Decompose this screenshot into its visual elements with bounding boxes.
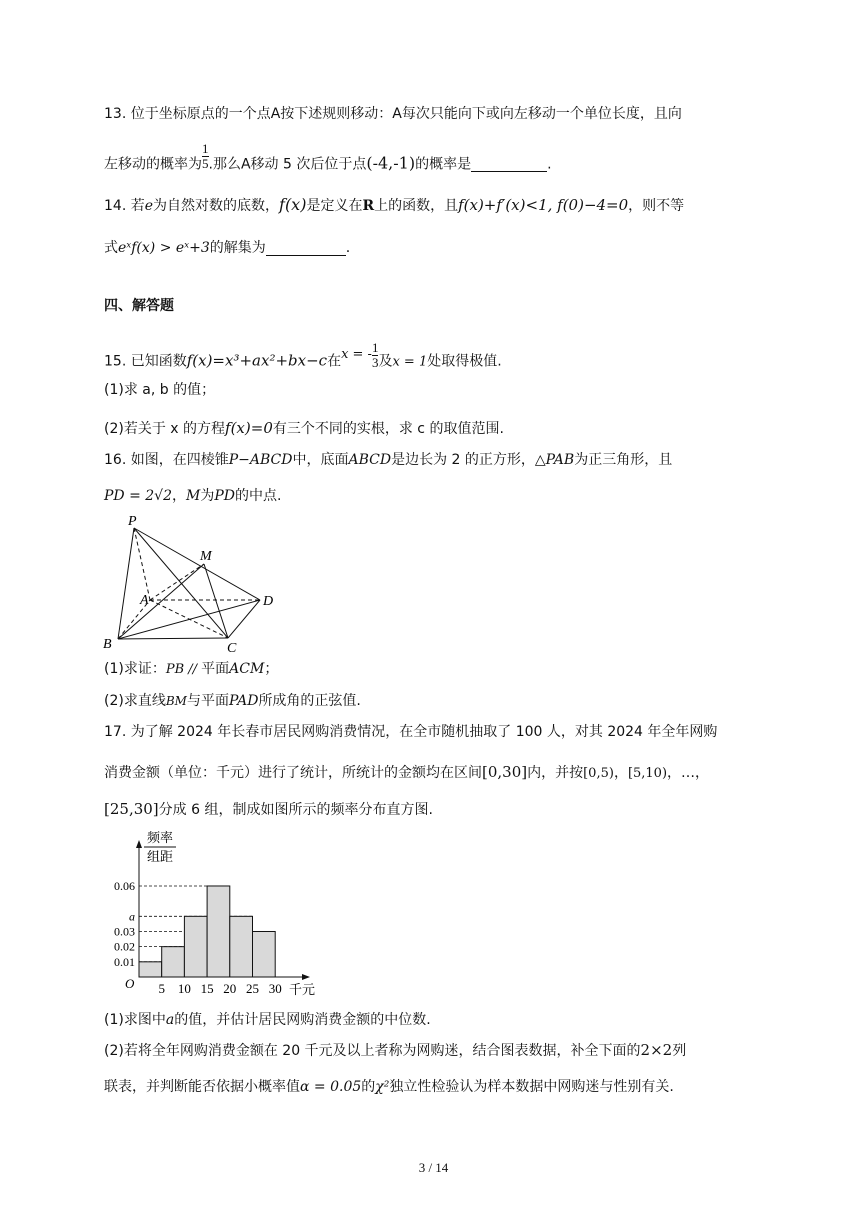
q17-interval-2: [0,5) (583, 766, 614, 781)
q16-pd: PD = 2√2 (104, 488, 173, 504)
label-B: B (103, 637, 112, 652)
x-tick-label-1: 5 (158, 981, 165, 996)
y-tick-label-4: 0.02 (114, 939, 135, 954)
q17-interval-4: [25,30] (104, 800, 159, 818)
q17-interval-3: [5,10) (627, 766, 668, 781)
q15-text-c: 及 (378, 353, 393, 370)
q17-ellipsis: ，…， (667, 765, 710, 781)
q15-part2 (104, 418, 504, 439)
x-tick-label-3: 15 (200, 981, 214, 996)
q16-pd2: PD (214, 488, 236, 504)
q15-line1 (104, 340, 502, 376)
x-tick-label-4: 20 (223, 981, 237, 996)
q16-pyramid: P−ABCD (228, 452, 293, 468)
q17-chi: χ² (375, 1079, 390, 1095)
y-tick-label-5: 0.01 (114, 954, 135, 969)
q14-text-a: 14. 若 (104, 198, 145, 214)
q13-period: . (547, 156, 552, 173)
q15-equation: f(x)=0 (225, 419, 273, 437)
q17-text-c: 分成 6 组，制成如图所示的频率分布直方图. (158, 802, 433, 818)
q17-text-b: 内，并按 (527, 765, 584, 781)
q16-p1-text-d: ； (264, 661, 279, 677)
q13-text-b: .那么A移动 5 次后位于点 (208, 156, 367, 173)
q17-p2-text-b: 列 (672, 1043, 687, 1059)
q14-text-c: 是定义在 (306, 198, 363, 214)
q17-line1: 17. 为了解 2024 年长春市居民网购消费情况，在全市随机抽取了 100 人，对其 2024 年全年网购 (104, 724, 718, 740)
q14-text-b: 为自然对数的底数， (153, 198, 280, 214)
q15-function: f(x)=x³+ax²+bx−c (186, 351, 328, 370)
q14-condition: f(x)+f′(x)<1, f(0)−4=0 (458, 196, 629, 214)
histogram-chart (100, 830, 330, 1000)
q16-acm: ACM (229, 661, 265, 677)
q15-fraction: $\frac{1}{3}$ (371, 340, 379, 370)
q16-bm: BM (165, 694, 187, 708)
q16-text-f: 为 (200, 488, 215, 504)
q15-p2-text-b: 有三个不同的实根，求 c 的取值范围. (272, 421, 504, 437)
q15-text-a: 15. 已知函数 (104, 353, 187, 370)
label-D: D (263, 594, 274, 609)
q17-a: a (165, 1012, 175, 1028)
q17-line2 (104, 762, 709, 784)
q15-text-d: 处取得极值. (427, 353, 502, 370)
x-tick-label-2: 10 (177, 981, 191, 996)
x-tick-label-6: 30 (268, 981, 282, 996)
q17-table-size: 2×2 (640, 1041, 673, 1059)
histogram-bar-1 (139, 962, 162, 977)
histogram-bar-2 (162, 947, 185, 977)
q16-part2 (104, 691, 361, 711)
q16-p2-text-a: (2)求直线 (104, 693, 166, 709)
q16-p2-text-c: 所成角的正弦值. (258, 693, 361, 709)
q16-part1 (104, 659, 278, 680)
q13-text-c: 的概率是 (415, 156, 472, 173)
y-axis-arrow (136, 840, 142, 848)
q17-line3 (104, 799, 433, 820)
page-number: 3 / 14 (418, 1160, 449, 1175)
q16-pad: PAD (228, 693, 259, 709)
q14-line2 (104, 238, 350, 258)
q17-part2-cont (104, 1077, 674, 1097)
q14-e: e (144, 198, 154, 214)
q14-text-f: 式 (104, 240, 118, 256)
q13-fraction: $\frac{1}{5}$ (202, 141, 209, 171)
histogram-bar-5 (230, 916, 253, 977)
q14-answer-blank[interactable] (266, 241, 346, 256)
q16-p1-text-a: (1)求证： (104, 661, 166, 677)
q13-text: 左移动的概率为 (104, 156, 202, 173)
q17-interval-1: [0,30] (482, 763, 528, 781)
q16-text-c: 是边长为 2 的正方形， (391, 452, 535, 468)
q16-line2 (104, 486, 281, 506)
histogram-bar-3 (184, 916, 207, 977)
origin-label: O (125, 976, 135, 991)
q16-triangle: △PAB (534, 452, 575, 468)
q17-p3-text-b: 的 (361, 1079, 376, 1095)
q17-text-a: 消费金额（单位：千元）进行了统计，所统计的金额均在区间 (104, 765, 482, 781)
q17-p2-text-a: (2)若将全年网购消费金额在 20 千元及以上者称为网购迷，结合图表数据，补全下面的 (104, 1043, 641, 1059)
y-tick-label-2: a (129, 909, 135, 924)
q17-p3-text-c: 独立性检验认为样本数据中网购迷与性别有关. (389, 1079, 674, 1095)
q17-part1 (104, 1010, 431, 1030)
q14-text-d: 上的函数，且 (374, 198, 459, 214)
q14-line1 (104, 195, 684, 216)
y-tick-label-3: 0.03 (114, 924, 135, 939)
label-C: C (227, 641, 237, 656)
q17-p1-text-a: (1)求图中 (104, 1012, 166, 1028)
q16-text-d: 为正三角形，且 (574, 452, 673, 468)
ylabel-denominator: 组距 (146, 849, 174, 864)
q13-answer-blank[interactable] (471, 157, 547, 172)
x-axis-arrow (302, 974, 310, 980)
q14-period: . (345, 240, 351, 256)
q15-part1: (1)求 a, b 的值； (104, 382, 216, 398)
x-tick-label-5: 25 (246, 981, 259, 996)
q14-text-e: ，则不等 (628, 198, 685, 214)
histogram-bar-4 (207, 886, 230, 977)
q16-text-a: 16. 如图，在四棱锥 (104, 452, 229, 468)
q16-p1-text-b: 平面 (201, 661, 230, 677)
q14-fx: f(x) (279, 195, 307, 214)
q14-R: R (362, 198, 375, 214)
ylabel-numerator: 频率 (146, 830, 174, 845)
q13-point: (-4,-1) (366, 153, 416, 173)
q16-line1 (104, 450, 672, 470)
q16-base: ABCD (348, 452, 392, 468)
q17-p3-text-a: 联表，并判断能否依据小概率值 (104, 1079, 300, 1095)
q16-pb: PB // (165, 662, 202, 677)
q16-p2-text-b: 与平面 (186, 693, 229, 709)
q17-alpha: α = 0.05 (300, 1079, 362, 1095)
q13-line2 (104, 141, 552, 179)
q16-m: M (186, 488, 201, 504)
q15-x1: x = 1 (392, 354, 428, 370)
q15-text-b: 在 (327, 353, 342, 370)
xlabel: 千元 (289, 982, 316, 997)
label-M: M (200, 549, 212, 564)
q16-text-b: 中，底面 (292, 452, 349, 468)
q17-sep: ， (613, 765, 628, 781)
label-A: A (140, 593, 149, 608)
q15-xeq: x = - (341, 346, 372, 362)
histogram-bar-6 (253, 931, 276, 977)
q15-p2-text-a: (2)若关于 x 的方程 (104, 421, 226, 437)
pyramid-figure (100, 512, 290, 657)
q17-part2 (104, 1040, 686, 1061)
q14-inequality: eˣf(x) > eˣ+3 (118, 240, 210, 256)
q16-text-g: 的中点. (235, 488, 282, 504)
q13-line1: 13. 位于坐标原点的一个点A按下述规则移动：A每次只能向下或向左移动一个单位长度，且向 (104, 106, 682, 122)
q14-text-g: 的解集为 (209, 240, 266, 256)
q16-text-e: ， (172, 488, 187, 504)
label-P: P (128, 514, 137, 529)
y-tick-label-1: 0.06 (114, 878, 135, 893)
q17-p1-text-b: 的值，并估计居民网购消费金额的中位数. (174, 1012, 431, 1028)
section-heading: 四、解答题 (104, 298, 174, 314)
